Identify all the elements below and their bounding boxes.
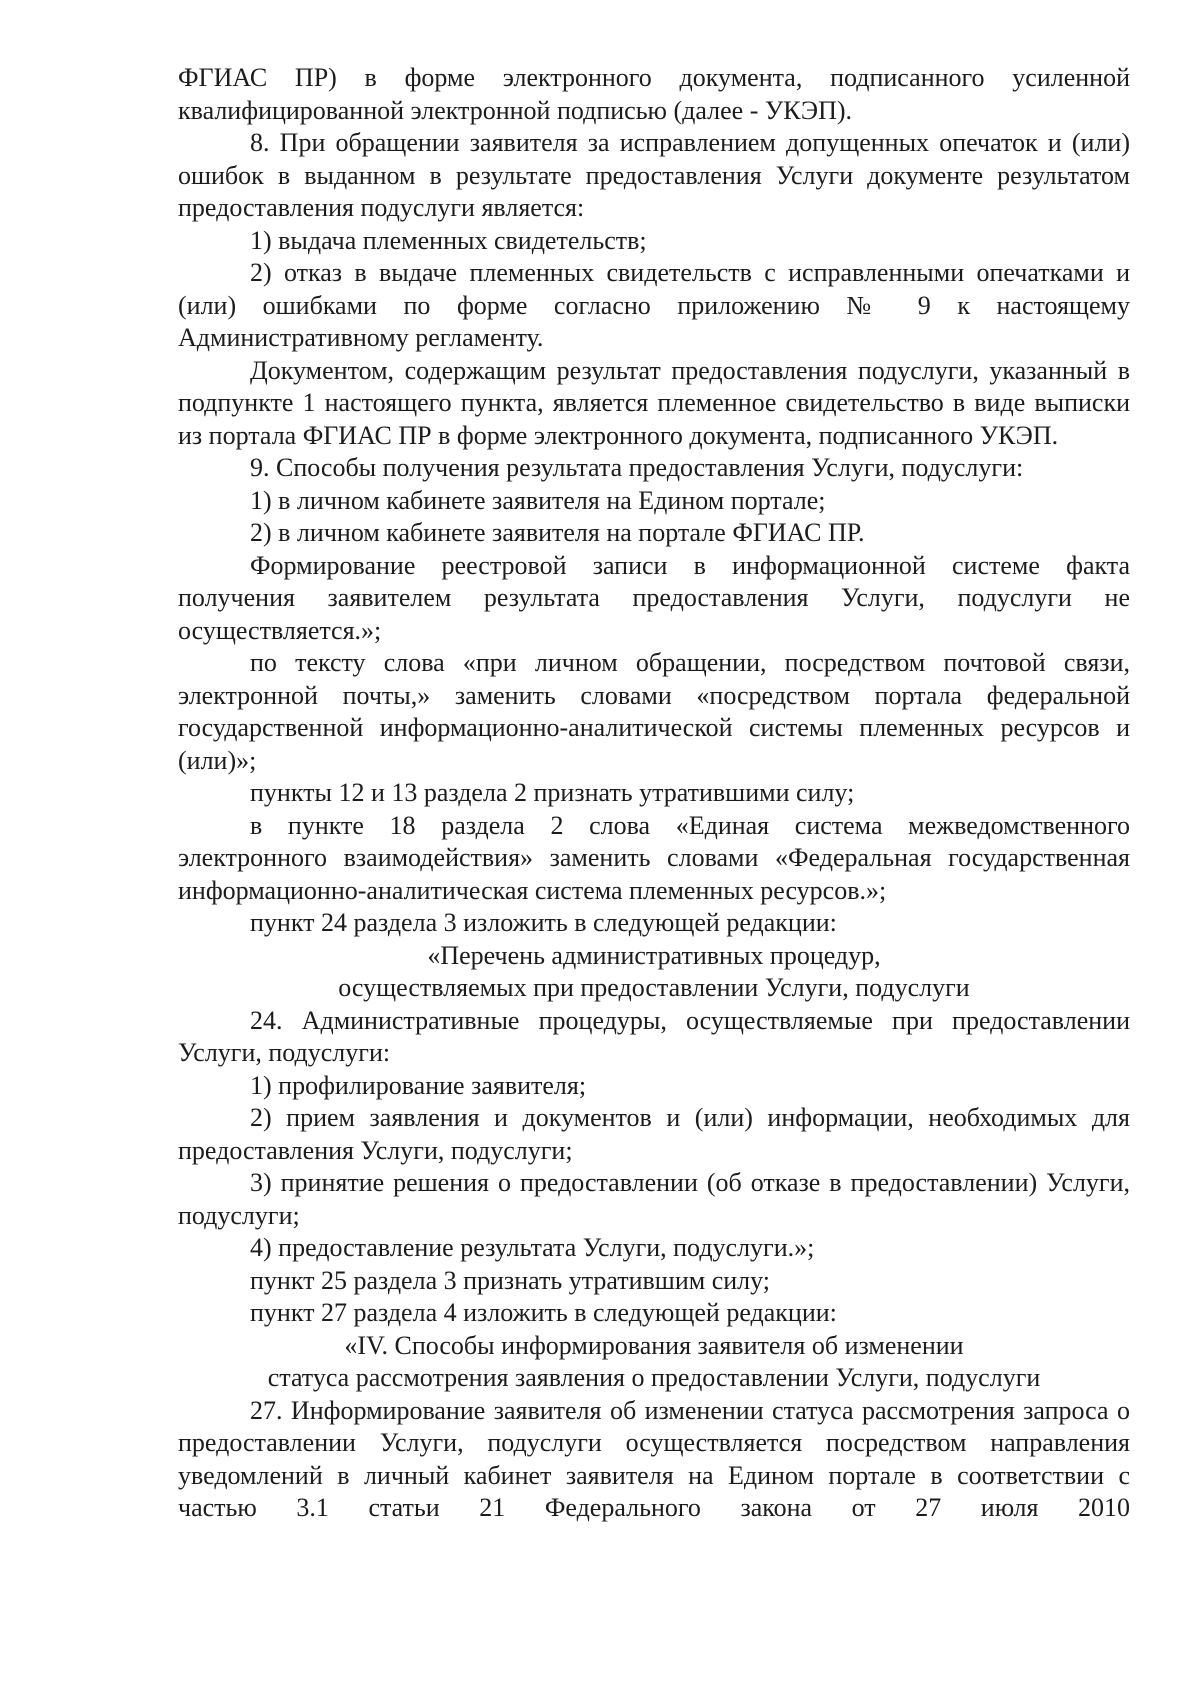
paragraph-item-9-sub-1: 1) в личном кабинете заявителя на Едином портале; [250,485,826,515]
section-heading-informing-line-1: «IV. Способы информирования заявителя об изменении [344,1330,964,1360]
paragraph-continuation: ФГИАС ПР) в форме электронного документа, подписанного усиленной квалифицированной электронной подписью (далее - УКЭП). [178,63,1130,125]
paragraph-result-document: Документом, содержащим результат предоставления подуслуги, указанный в подпункте 1 настоящего пункта, является племенное свидетельство в виде выписки из портала ФГИАС ПР в форме электронного документа, подписанного УКЭП. [178,355,1130,450]
paragraph-item-24-sub-3: 3) принятие решения о предоставлении (об отказе в предоставлении) Услуги, подуслуги; [178,1168,1130,1230]
section-heading-informing-line-2: статуса рассмотрения заявления о предоставлении Услуги, подуслуги [267,1363,1041,1392]
paragraph-item-9-sub-2: 2) в личном кабинете заявителя на портале ФГИАС ПР. [250,518,865,547]
paragraph-item-24-sub-2: 2) прием заявления и документов и (или) информации, необходимых для предоставления Услуги, подуслуги; [178,1103,1130,1165]
paragraph-subitem-2: 2) отказ в выдаче племенных свидетельств с исправленными опечатками и (или) ошибками по форме согласно приложению № 9 к настоящему Административному регламенту. [178,258,1130,352]
paragraph-amendment-18: в пункте 18 раздела 2 слова «Единая система межведомственного электронного взаимодействия» заменить словами «Федеральная государственная информационно-аналитическая система племенных ресурсов.»; [178,810,1130,905]
paragraph-amendment-12-13: пункты 12 и 13 раздела 2 признать утратившими силу; [250,778,855,807]
paragraph-item-27: 27. Информирование заявителя об изменении статуса рассмотрения запроса о предоставлении Услуги, подуслуги осуществляется посредством направления уведомлений в личный кабинет заявителя на Едином портале в соответствии с частью 3.1 статьи 21 Федерального закона от 27 июля 2010 [178,1395,1130,1522]
section-heading-procedures-line-1: «Перечень административных процедур, [427,940,881,970]
document-body [178,62,1130,1525]
paragraph-amendment-25: пункт 25 раздела 3 признать утратившим силу; [250,1265,770,1295]
paragraph-item-9: 9. Способы получения результата предоставления Услуги, подуслуги: [250,453,1024,482]
paragraph-item-24: 24. Административные процедуры, осуществляемые при предоставлении Услуги, подуслуги: [178,1005,1130,1067]
section-heading-procedures-line-2: осуществляемых при предоставлении Услуги, подуслуги [338,973,970,1002]
paragraph-amendment-text: по тексту слова «при личном обращении, посредством почтовой связи, электронной почты,» заменить словами «посредством портала федеральной государственной информационно-аналитической системы племенных ресурсов и (или)»; [178,648,1130,775]
paragraph-registry-record: Формирование реестровой записи в информационной системе факта получения заявителем результата предоставления Услуги, подуслуги не осуществляется.»; [178,550,1130,645]
paragraph-amendment-27: пункт 27 раздела 4 изложить в следующей редакции: [250,1298,837,1327]
paragraph-item-24-sub-4: 4) предоставление результата Услуги, подуслуги.»; [250,1233,815,1262]
paragraph-item-8: 8. При обращении заявителя за исправлением допущенных опечаток и (или) ошибок в выданном в результате предоставления Услуги документе результатом предоставления подуслуги является: [178,128,1130,222]
paragraph-subitem-1: 1) выдача племенных свидетельств; [250,225,647,255]
paragraph-item-24-sub-1: 1) профилирование заявителя; [250,1070,587,1100]
paragraph-amendment-24: пункт 24 раздела 3 изложить в следующей редакции: [250,908,837,937]
